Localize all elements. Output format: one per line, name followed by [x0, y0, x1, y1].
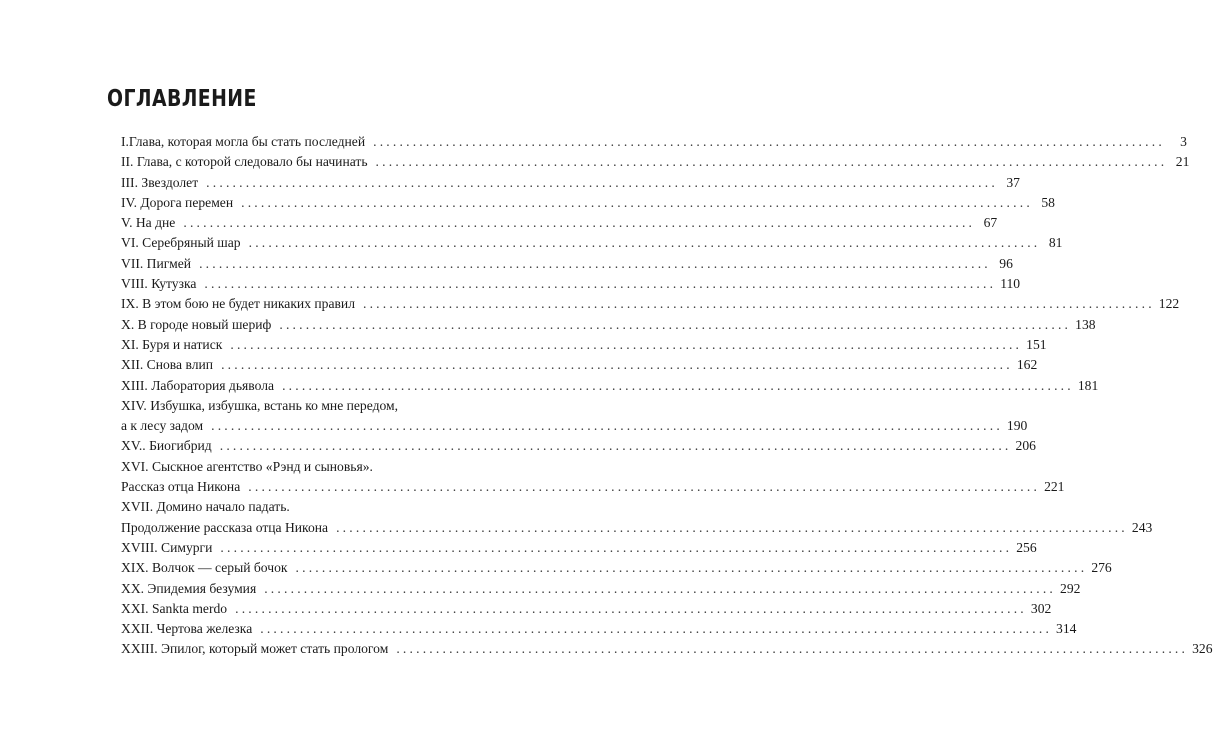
toc-entry [121, 193, 1055, 213]
toc-entry-title: XI. Буря и натиск [121, 336, 223, 352]
toc-dot-leader: ........................................................................................................................ [248, 479, 1041, 495]
toc-entry [121, 152, 1190, 172]
toc-page-number: 3 [1180, 134, 1187, 149]
toc-entry [121, 173, 1020, 193]
toc-dot-leader: ........................................................................................................................ [396, 641, 1189, 657]
toc-entry [121, 274, 1021, 294]
toc-dot-leader: ........................................................................................................................ [279, 316, 1072, 332]
toc-entry-title: IX. В этом бою не будет никаких правил [121, 296, 355, 312]
toc-page-number: 122 [1158, 296, 1180, 312]
toc-dot-leader: ........................................................................................................................ [373, 134, 1165, 149]
toc-dot-leader: ........................................................................................................................ [211, 418, 1003, 434]
toc-entry [121, 315, 1096, 335]
toc-dot-leader: ........................................................................................................................ [235, 600, 1027, 616]
toc-entry [121, 355, 1038, 375]
toc-dot-leader: ........................................................................................................................ [336, 519, 1128, 535]
toc-entry-title: XXIII. Эпилог, который может стать прологом [121, 641, 389, 657]
toc-entry-title: IV. Дорога перемен [121, 194, 234, 210]
toc-dot-leader: ........................................................................................................................ [260, 621, 1053, 637]
toc-entry-title: XII. Снова влип [121, 357, 214, 373]
toc-entry-title: III. Звездолет [121, 174, 199, 190]
toc-dot-leader: ........................................................................................................................ [362, 296, 1155, 312]
toc-page-number: 302 [1030, 600, 1052, 616]
toc-entry-title: VII. Пигмей [121, 255, 192, 271]
toc-entry [121, 497, 495, 517]
toc-page-number: 58 [1041, 194, 1055, 210]
toc-entry-title: Рассказ отца Никона [121, 479, 241, 495]
toc-entry [121, 376, 1099, 396]
toc-entry-title: XIV. Избушка, избушка, встань ко мне передом, [121, 397, 399, 413]
toc-dot-leader: ........................................................................................................................ [282, 377, 1074, 393]
toc-page-number: 276 [1091, 560, 1112, 576]
toc-entry-title: Продолжение рассказа отца Никона [121, 519, 329, 535]
toc-page-number: 292 [1060, 580, 1081, 596]
toc-entry-title: XVII. Домино начало падать. [121, 499, 290, 515]
toc-entry [121, 254, 1013, 274]
toc-entry [121, 558, 1112, 578]
toc-dot-leader: ........................................................................................................................ [220, 539, 1013, 555]
toc-page-number: 81 [1048, 235, 1063, 251]
toc-entry [121, 579, 1081, 599]
toc-page-number: 67 [983, 215, 998, 231]
toc-entry [121, 416, 1028, 436]
toc-page-number: 21 [1175, 154, 1190, 170]
toc-entry-title: XIII. Лаборатория дьявола [121, 377, 275, 393]
toc-entry [121, 436, 1036, 456]
toc-entry [121, 639, 1213, 659]
toc-page-number: 221 [1044, 479, 1065, 495]
toc-entry-title: XVI. Сыскное агентство «Рэнд и сыновья». [121, 458, 373, 474]
toc-entry-title: XXI. Sankta merdo [121, 600, 228, 616]
table-of-contents [121, 132, 1213, 660]
toc-entry-title: X. В городе новый шериф [121, 316, 272, 332]
toc-page-number: 96 [999, 255, 1013, 271]
toc-dot-leader: ........................................................................................................................ [295, 560, 1088, 576]
page-title: ОГЛАВЛЕНИЕ [107, 86, 257, 112]
toc-entry-title: XV.. Биогибрид [121, 438, 212, 454]
toc-page-number: 243 [1131, 519, 1153, 535]
toc-entry-title: XVIII. Симурги [121, 539, 213, 555]
toc-page-number: 256 [1016, 539, 1037, 555]
toc-entry [121, 599, 1052, 619]
toc-entry-title: VIII. Кутузка [121, 276, 197, 292]
toc-page-number: 206 [1015, 438, 1036, 454]
toc-dot-leader: ........................................................................................................................ [248, 235, 1041, 251]
toc-page-number: 138 [1075, 316, 1096, 332]
toc-dot-leader: ........................................................................................................................ [264, 580, 1057, 596]
toc-page-number: 151 [1026, 336, 1047, 352]
toc-dot-leader: ........................................................................................................................ [241, 194, 1033, 210]
toc-dot-leader: ........................................................................................................................ [219, 438, 1012, 454]
toc-dot-leader: ........................................................................................................................ [230, 336, 1023, 352]
toc-entry [121, 132, 1187, 152]
toc-dot-leader: ........................................................................................................................ [206, 174, 998, 190]
toc-page-number: 326 [1192, 641, 1213, 657]
toc-page-number: 314 [1056, 621, 1077, 637]
toc-page-number: 181 [1077, 377, 1099, 393]
toc-entry [121, 477, 1065, 497]
toc-entry [121, 518, 1153, 538]
toc-entry-title: II. Глава, с которой следовало бы начинать [121, 154, 368, 170]
toc-page-number: 37 [1006, 174, 1020, 190]
toc-dot-leader: ........................................................................................................................ [221, 357, 1013, 373]
toc-entry [121, 294, 1180, 314]
toc-entry [121, 457, 495, 477]
toc-entry [121, 396, 495, 416]
toc-dot-leader: ........................................................................................................................ [375, 154, 1168, 170]
toc-entry-title: XXII. Чертова железка [121, 621, 253, 637]
toc-entry [121, 213, 998, 233]
toc-dot-leader: ........................................................................................................................ [204, 276, 997, 292]
toc-entry-title: XX. Эпидемия безумия [121, 580, 257, 596]
toc-page-number: 110 [1000, 276, 1021, 292]
toc-entry-title: а к лесу задом [121, 418, 204, 434]
toc-dot-leader: ........................................................................................................................ [199, 255, 991, 271]
toc-entry [121, 233, 1063, 253]
toc-entry [121, 619, 1077, 639]
toc-entry [121, 335, 1047, 355]
toc-page-number: 162 [1016, 357, 1038, 373]
toc-entry-title: VI. Серебряный шар [121, 235, 241, 251]
toc-entry-title: I.Глава, которая могла бы стать последней [121, 134, 366, 149]
toc-page-number: 190 [1006, 418, 1028, 434]
toc-dot-leader: ........................................................................................................................ [183, 215, 976, 231]
toc-entry-title: V. На дне [121, 215, 176, 231]
toc-entry-title: XIX. Волчок — серый бочок [121, 560, 288, 576]
toc-entry [121, 538, 1037, 558]
